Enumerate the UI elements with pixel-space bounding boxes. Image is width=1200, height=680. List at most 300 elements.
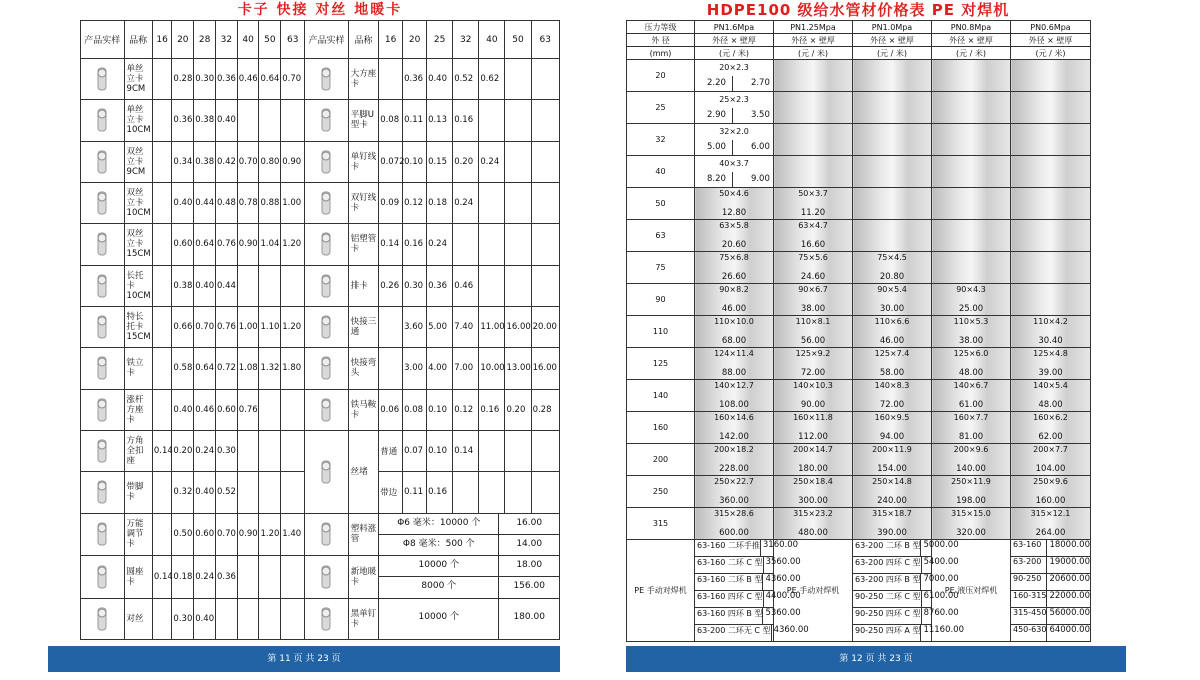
price-cell	[1011, 412, 1091, 444]
machine-price: 20600.00	[1046, 574, 1090, 590]
table-row	[627, 92, 1091, 124]
empty-cell	[853, 60, 932, 92]
product-name: 单丝立卡9CM	[124, 59, 152, 100]
unit: (元 / 米)	[853, 47, 932, 60]
pressure-label: 压力等级	[627, 21, 695, 34]
price-cell	[531, 182, 559, 223]
product-name: 单丝立卡10CM	[124, 100, 152, 141]
size-header: 25	[427, 21, 453, 59]
price-cell: 0.18	[172, 556, 194, 598]
price-cell: 0.90	[281, 141, 305, 182]
machine-price: 5360.00	[762, 608, 800, 624]
price: 88.00	[721, 368, 747, 378]
price: 264.00	[1035, 528, 1066, 538]
spec: 125×6.0	[953, 349, 989, 358]
machine-row	[627, 591, 1091, 608]
right-footer: 第 12 页 共 23 页	[626, 646, 1126, 672]
price-cell	[853, 316, 932, 348]
price-cell: 0.60	[194, 513, 216, 555]
size-header: 40	[237, 21, 259, 59]
table-row	[81, 306, 560, 347]
product-name: 对丝	[124, 598, 152, 639]
spec: 140×6.7	[953, 381, 989, 390]
price-cell: 0.36	[403, 59, 427, 100]
empty-cell	[479, 472, 505, 513]
machine-cell	[695, 540, 799, 557]
price-cell: 0.24	[479, 141, 505, 182]
price-cell	[259, 265, 281, 306]
price-cell: 0.30	[172, 598, 194, 639]
spec: 110×6.6	[874, 317, 910, 326]
price-cell	[774, 412, 853, 444]
price-cell	[152, 59, 172, 100]
price-cell: 0.46	[237, 59, 259, 100]
product-photo	[81, 513, 125, 555]
product-name: 塑料涨管	[348, 513, 378, 555]
empty-cell	[1011, 60, 1091, 92]
price-cell	[695, 476, 774, 508]
size-header: 28	[194, 21, 216, 59]
pack-cell	[379, 598, 560, 639]
machine-price: 5000.00	[920, 540, 958, 556]
product-name: 丝堵	[348, 430, 378, 513]
price: 198.00	[956, 496, 986, 506]
price-cell: 0.64	[259, 59, 281, 100]
product-name: 双丝立卡10CM	[124, 182, 152, 223]
product-name: 双钉线卡	[348, 182, 378, 223]
product-photo	[305, 389, 349, 430]
price-cell: 0.40	[215, 100, 237, 141]
price-cell	[853, 220, 932, 252]
price-cell: 0.76	[237, 389, 259, 430]
price-cell	[281, 430, 305, 471]
machine-row	[627, 625, 1091, 642]
product-photo	[81, 472, 125, 513]
spec: 140×8.3	[874, 381, 910, 390]
product-photo	[305, 224, 349, 265]
od-cell: 63	[627, 220, 695, 252]
price: 300.00	[798, 496, 828, 506]
spec: 32×2.0	[719, 127, 749, 137]
spec: 124×11.4	[714, 349, 754, 358]
spec: 160×9.5	[874, 413, 910, 422]
price-cell	[152, 513, 172, 555]
pressure-class: PN0.8Mpa	[932, 21, 1011, 34]
price-cell: 1.32	[259, 348, 281, 389]
spec: 110×4.2	[1033, 317, 1068, 326]
table-row	[627, 444, 1091, 476]
od-cell: 20	[627, 60, 695, 92]
price: 8.20	[707, 174, 726, 185]
price-cell: 0.70	[194, 306, 216, 347]
photo-left-12-icon	[81, 556, 124, 597]
price-cell	[281, 556, 305, 598]
machine-name: 315-450	[1013, 608, 1047, 617]
spec: 200×11.9	[872, 445, 912, 454]
price-cell	[531, 224, 559, 265]
product-name: 圆座卡	[124, 556, 152, 598]
price-cell: 0.12	[403, 182, 427, 223]
machine-name: 63-200	[1013, 557, 1042, 566]
table-header-row	[81, 21, 560, 59]
table-row	[81, 348, 560, 389]
price-cell: 0.62	[479, 59, 505, 100]
price-cell: 0.14	[379, 224, 403, 265]
machine-name: 160-315	[1013, 591, 1047, 600]
product-photo	[305, 182, 349, 223]
price-cell	[152, 348, 172, 389]
price-cell	[152, 224, 172, 265]
price-cell	[1011, 252, 1091, 284]
price-cell	[453, 224, 479, 265]
price-cell: 16.00	[531, 348, 559, 389]
od-cell: 140	[627, 380, 695, 412]
table-row	[627, 476, 1091, 508]
photo-right-4-icon	[305, 224, 348, 264]
product-name: 快接弯头	[348, 348, 378, 389]
price-cell: 0.08	[379, 100, 403, 141]
size-header: 63	[531, 21, 559, 59]
pressure-class: PN1.0Mpa	[853, 21, 932, 34]
price-cell: 0.20	[505, 389, 531, 430]
price-cell	[695, 348, 774, 380]
machine-price: 64000.00	[1046, 625, 1090, 641]
machine-name: 63-200 四环 B 型	[855, 575, 921, 584]
product-name: 特长托卡15CM	[124, 306, 152, 347]
unit: (元 / 米)	[932, 47, 1011, 60]
price: 38.00	[800, 304, 826, 314]
photo-left-3-icon	[81, 183, 124, 223]
price-cell	[152, 389, 172, 430]
price-cell: 0.30	[215, 430, 237, 471]
photo-left-13-icon	[81, 599, 124, 639]
product-photo	[81, 556, 125, 598]
price-cell: 7.40	[453, 306, 479, 347]
price: 9.00	[750, 174, 770, 185]
pack-cell	[379, 513, 560, 555]
spec: 160×11.8	[793, 413, 833, 422]
price-cell	[479, 224, 505, 265]
machine-price: 6100.00	[921, 591, 959, 607]
machine-name: 450-630	[1013, 625, 1047, 634]
product-photo	[81, 141, 125, 182]
machine-price: 5400.00	[921, 557, 959, 573]
right-page	[626, 0, 1090, 640]
empty-cell	[932, 60, 1011, 92]
price: 16.60	[800, 240, 826, 250]
price-cell	[505, 59, 531, 100]
table-row	[81, 598, 560, 639]
price-cell: 0.40	[172, 182, 194, 223]
product-name: 万能调节卡	[124, 513, 152, 555]
price: 30.00	[879, 304, 905, 314]
od-cell: 125	[627, 348, 695, 380]
empty-cell	[479, 430, 505, 471]
price-cell: 20.00	[531, 306, 559, 347]
price-cell	[237, 556, 259, 598]
price-cell	[237, 430, 259, 471]
price: 600.00	[719, 528, 749, 538]
spec: 200×18.2	[714, 445, 754, 454]
left-title: 卡子 快接 对丝 地暖卡	[237, 2, 403, 18]
price-cell	[281, 100, 305, 141]
photo-right-2-icon	[305, 142, 348, 182]
price-cell: 0.072	[379, 141, 403, 182]
price-cell: 0.11	[403, 472, 427, 513]
od-cell: 160	[627, 412, 695, 444]
product-name: 黑单钉卡	[348, 598, 378, 639]
spec: 160×7.7	[953, 413, 989, 422]
pack-qty: Φ8 毫米：500 个	[402, 538, 475, 549]
price: 2.70	[750, 78, 770, 89]
price-cell: 0.06	[379, 389, 403, 430]
price-cell: 0.14	[152, 556, 172, 598]
unit: (元 / 米)	[1011, 47, 1091, 60]
price-cell: 0.64	[194, 224, 216, 265]
size-header: 20	[172, 21, 194, 59]
spec: 90×5.4	[877, 285, 907, 294]
spec: 63×4.7	[798, 221, 828, 230]
price-cell: 3.00	[403, 348, 427, 389]
price-cell	[281, 389, 305, 430]
price: 72.00	[879, 400, 905, 410]
product-name: 双丝立卡15CM	[124, 224, 152, 265]
pack-qty: 8000 个	[421, 581, 457, 592]
price-cell: 0.08	[403, 389, 427, 430]
price-cell	[259, 472, 281, 513]
product-photo	[305, 430, 349, 513]
machine-name: 90-250	[1013, 574, 1042, 583]
photo-left-4-icon	[81, 224, 124, 264]
price-cell: 0.09	[379, 182, 403, 223]
price-cell: 0.11	[403, 100, 427, 141]
spec: 140×12.7	[714, 381, 754, 390]
empty-cell	[1011, 92, 1091, 124]
price-cell	[853, 508, 932, 540]
price-cell: 0.36	[215, 59, 237, 100]
price-cell: 0.34	[172, 141, 194, 182]
price: 5.00	[707, 142, 726, 153]
spec: 50×3.7	[798, 189, 828, 198]
photo-xindi-icon	[305, 556, 348, 597]
price-cell	[237, 598, 259, 639]
photo-right-3-icon	[305, 183, 348, 223]
empty-cell	[505, 430, 531, 471]
price-cell: 0.30	[403, 265, 427, 306]
photo-left-6-icon	[81, 307, 124, 347]
machine-name: 63-160	[1013, 540, 1042, 549]
photo-left-0-icon	[81, 59, 124, 99]
photo-left-11-icon	[81, 514, 124, 555]
price-cell: 1.20	[259, 513, 281, 555]
price-cell: 0.88	[259, 182, 281, 223]
price-cell: 13.00	[505, 348, 531, 389]
price: 62.00	[1038, 432, 1063, 442]
empty-cell	[932, 92, 1011, 124]
table-row	[81, 224, 560, 265]
price-cell: 1.10	[259, 306, 281, 347]
photo-left-7-icon	[81, 348, 124, 388]
price-cell	[932, 476, 1011, 508]
empty-cell	[774, 156, 853, 188]
machine-price: 56000.00	[1046, 608, 1090, 624]
price-cell	[695, 124, 774, 156]
price: 180.00	[798, 464, 828, 474]
price: 360.00	[719, 496, 749, 506]
price-cell: 0.44	[215, 265, 237, 306]
machine-group: PE 液压对焊机	[932, 540, 1011, 642]
price-cell	[152, 100, 172, 141]
product-name: 平脚U型卡	[348, 100, 378, 141]
pack-price: 180.00	[498, 599, 559, 639]
photo-sujiao-icon	[305, 514, 348, 555]
od-cell: 200	[627, 444, 695, 476]
table-row	[81, 59, 560, 100]
price-cell	[853, 444, 932, 476]
price-cell	[774, 380, 853, 412]
price-cell	[695, 380, 774, 412]
price-cell	[774, 220, 853, 252]
spec: 315×28.6	[714, 509, 754, 518]
price: 2.90	[707, 110, 726, 121]
price-cell: 0.42	[215, 141, 237, 182]
price-cell: 0.24	[427, 224, 453, 265]
od-wall: 外径 × 壁厚	[774, 34, 853, 47]
price: 72.00	[800, 368, 826, 378]
price: 390.00	[877, 528, 907, 538]
price-cell	[853, 188, 932, 220]
price-cell: 0.52	[453, 59, 479, 100]
price-cell	[774, 348, 853, 380]
empty-cell	[932, 124, 1011, 156]
price-cell	[695, 60, 774, 92]
size-header: 50	[259, 21, 281, 59]
table-row	[627, 508, 1091, 540]
price-cell	[774, 252, 853, 284]
spec: 160×14.6	[714, 413, 754, 422]
spec: 140×5.4	[1033, 381, 1068, 390]
machine-cell	[1011, 591, 1091, 608]
hdpe-price-table	[626, 20, 1091, 642]
spec: 110×5.3	[953, 317, 989, 326]
price-cell	[695, 188, 774, 220]
empty-cell	[531, 430, 559, 471]
price-cell	[853, 252, 932, 284]
photo-left-1-icon	[81, 100, 124, 140]
pack-price: 14.00	[498, 535, 559, 555]
left-footer: 第 11 页 共 23 页	[48, 646, 560, 672]
machine-name: 63-160 二环 B 型	[697, 575, 763, 584]
pack-qty: Φ6 毫米：10000 个	[397, 517, 481, 528]
price-cell: 16.00	[505, 306, 531, 347]
machine-cell	[1011, 557, 1091, 574]
price-cell: 11.00	[479, 306, 505, 347]
price-cell: 1.00	[237, 306, 259, 347]
price-cell	[152, 141, 172, 182]
price-cell	[379, 348, 403, 389]
machine-cell	[695, 625, 809, 642]
price-cell: 1.04	[259, 224, 281, 265]
price: 228.00	[719, 464, 749, 474]
unit: (元 / 米)	[695, 47, 774, 60]
price-cell: 0.50	[172, 513, 194, 555]
price: 20.80	[879, 272, 905, 282]
price-cell: 0.40	[172, 389, 194, 430]
table-row	[627, 412, 1091, 444]
machine-cell	[1011, 608, 1091, 625]
price-cell	[505, 182, 531, 223]
product-name: 涨杆方座卡	[124, 389, 152, 430]
spec: 63×5.8	[719, 221, 749, 230]
price-cell	[237, 472, 259, 513]
product-photo	[305, 306, 349, 347]
od-wall: 外径 × 壁厚	[932, 34, 1011, 47]
od-cell: 75	[627, 252, 695, 284]
price-cell	[505, 141, 531, 182]
price-cell	[531, 141, 559, 182]
price-cell: 0.46	[194, 389, 216, 430]
price-cell: 0.40	[194, 265, 216, 306]
spec: 250×11.9	[951, 477, 991, 486]
price-cell	[237, 265, 259, 306]
od-cell: 50	[627, 188, 695, 220]
price-cell	[1011, 444, 1091, 476]
price: 26.60	[721, 272, 747, 282]
price-cell	[695, 92, 774, 124]
price-cell: 0.90	[237, 224, 259, 265]
price-cell	[505, 224, 531, 265]
table-row	[81, 182, 560, 223]
unit-label: (mm)	[627, 47, 695, 60]
machine-price: 4360.00	[771, 625, 809, 641]
od-cell: 25	[627, 92, 695, 124]
machine-price: 7000.00	[920, 574, 958, 590]
price-cell: 0.20	[172, 430, 194, 471]
spec: 140×10.3	[793, 381, 833, 390]
machine-cell	[695, 574, 801, 591]
photo-right-6-icon	[305, 307, 348, 347]
price-cell	[531, 100, 559, 141]
machine-cell	[1011, 574, 1091, 591]
price-cell	[695, 316, 774, 348]
spec: 200×7.7	[1033, 445, 1068, 454]
price-cell	[695, 508, 774, 540]
machine-name: 63-160 四环 C 型	[697, 592, 763, 601]
price-cell: 0.10	[427, 430, 453, 471]
price-cell: 0.44	[194, 182, 216, 223]
product-photo	[305, 265, 349, 306]
price-cell: 0.70	[215, 513, 237, 555]
price: 11.20	[800, 208, 826, 218]
spec: 250×9.6	[1033, 477, 1068, 486]
price-cell: 0.60	[215, 389, 237, 430]
machine-price: 4400.00	[763, 591, 801, 607]
price-cell	[774, 476, 853, 508]
machine-row	[627, 608, 1091, 625]
product-photo	[81, 389, 125, 430]
photo-right-0-icon	[305, 59, 348, 99]
price-cell: 0.70	[237, 141, 259, 182]
od-cell: 32	[627, 124, 695, 156]
od-cell: 110	[627, 316, 695, 348]
product-name: 新地暖卡	[348, 556, 378, 598]
product-name: 排卡	[348, 265, 378, 306]
price-cell	[259, 598, 281, 639]
price-cell: 0.28	[531, 389, 559, 430]
machine-group: PE 手动对焊机	[627, 540, 695, 642]
table-row	[627, 220, 1091, 252]
machine-group: PE 手动对焊机	[774, 540, 853, 642]
